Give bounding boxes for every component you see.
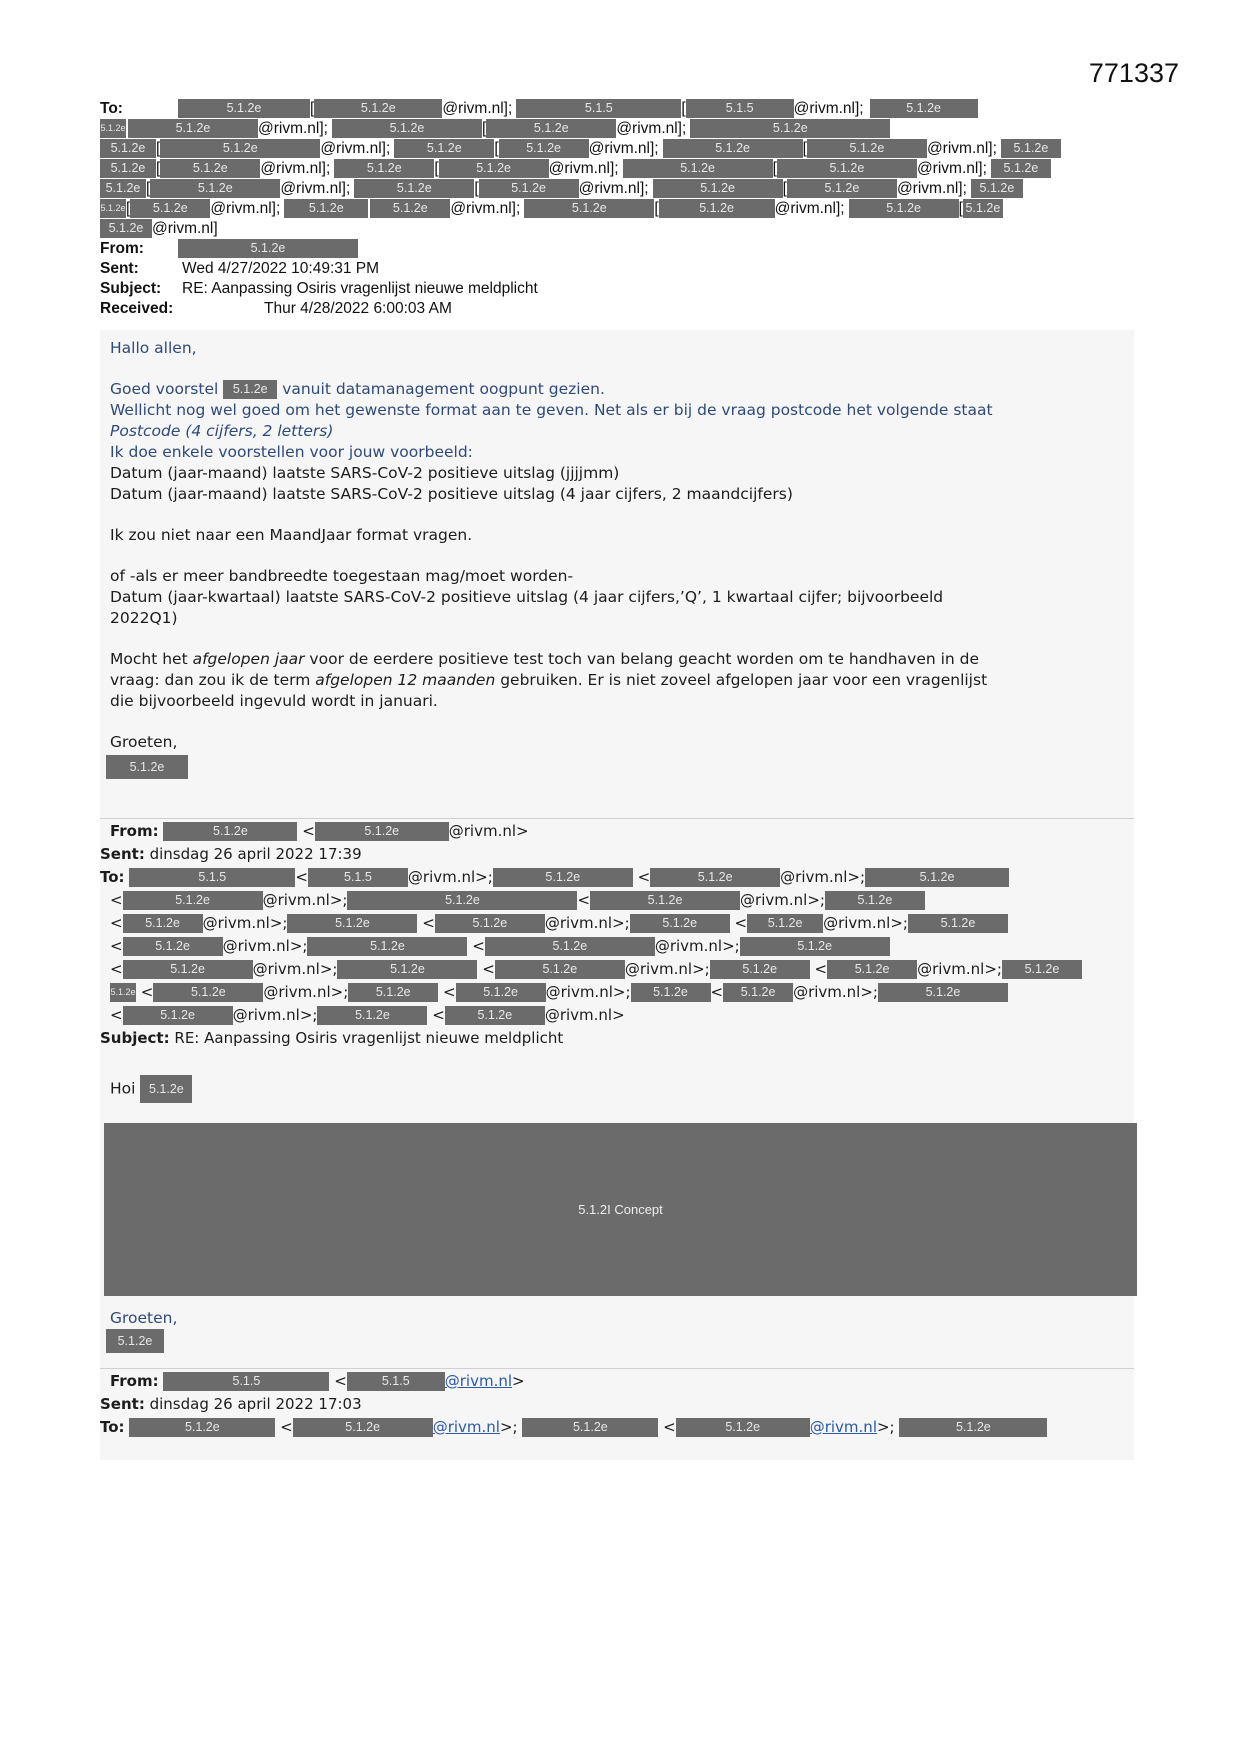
redaction: 5.1.2e — [650, 868, 780, 887]
redaction: 5.1.2e — [663, 139, 803, 158]
bracket: [ — [434, 160, 439, 177]
redacted-concept-block: 5.1.2I Concept — [104, 1123, 1137, 1296]
to-row — [100, 935, 1130, 958]
emphasis: afgelopen jaar — [192, 650, 305, 668]
email-domain: @rivm.nl]; — [260, 160, 331, 177]
bracket: [ — [772, 160, 777, 177]
bracket: [ — [802, 140, 807, 157]
subject-label: Subject: — [100, 1029, 170, 1047]
email-domain: @rivm.nl>; — [654, 937, 740, 955]
redaction: 5.1.2e — [435, 914, 545, 933]
email-link[interactable]: @rivm.nl — [444, 1372, 513, 1390]
email-domain: @rivm.nl>; — [793, 983, 878, 1001]
to-row — [100, 199, 1110, 219]
bracket: [ — [782, 180, 787, 197]
body-line: Datum (jaar-maand) laatste SARS-CoV-2 positieve uitslag (jjjjmm) — [110, 464, 620, 482]
redaction: 5.1.2e — [106, 1329, 164, 1353]
body-line — [110, 379, 1110, 400]
redaction: 5.1.2e — [807, 139, 927, 158]
redaction: 5.1.2e — [314, 99, 442, 118]
bracket: < — [814, 960, 828, 978]
redaction: 5.1.2e — [439, 159, 549, 178]
redaction: 5.1.2e — [337, 960, 477, 979]
email-domain: @rivm.nl]; — [548, 160, 619, 177]
email-domain: @rivm.nl>; — [232, 1006, 318, 1024]
redaction: 5.1.2e — [128, 119, 258, 138]
redaction: 5.1.2e — [991, 159, 1051, 178]
email-domain: @rivm.nl]; — [450, 200, 521, 217]
email-domain: @rivm.nl]; — [578, 180, 649, 197]
redaction: 5.1.2e — [456, 983, 546, 1002]
redaction: 5.1.2e — [524, 199, 654, 218]
redaction: 5.1.2e — [445, 1006, 545, 1025]
redaction: 5.1.2e — [223, 380, 277, 399]
redaction: 5.1.2e — [825, 891, 925, 910]
sent-row — [100, 259, 1110, 279]
redaction: 5.1.5 — [308, 868, 408, 887]
body-line: 2022Q1) — [110, 609, 178, 627]
bracket: < — [280, 1418, 293, 1436]
bracket: < — [110, 914, 123, 932]
redaction: 5.1.2e — [394, 139, 494, 158]
redaction: 5.1.2e — [740, 937, 890, 956]
email-domain: @rivm.nl>; — [407, 868, 493, 886]
redaction: 5.1.2e — [370, 199, 450, 218]
text: gebruiken. Er is niet zoveel afgelopen jaar voor een vragenlijst — [495, 671, 988, 689]
redaction: 5.1.5 — [347, 1372, 445, 1391]
redaction: 5.1.2e — [676, 1418, 810, 1437]
body-line — [110, 649, 1110, 670]
from-label: From: — [110, 822, 159, 840]
greeting: Hallo allen, — [110, 339, 197, 357]
bracket: < — [110, 1006, 123, 1024]
to-label: To: — [100, 100, 123, 117]
redaction: 5.1.2e — [710, 960, 810, 979]
to-row — [100, 1416, 1130, 1439]
redaction: 5.1.2e — [908, 914, 1008, 933]
from-row — [100, 239, 1110, 259]
separator — [100, 1368, 1134, 1369]
email-domain: @rivm.nl]; — [280, 180, 351, 197]
bracket: < — [302, 822, 315, 840]
email-domain: @rivm.nl>; — [222, 937, 308, 955]
redaction: 5.1.2e — [307, 937, 467, 956]
redaction: 5.1.2e — [315, 822, 449, 841]
email-domain: @rivm.nl>; — [917, 960, 1002, 978]
message-body — [110, 338, 1110, 779]
sent-value: dinsdag 26 april 2022 17:39 — [149, 845, 362, 863]
body-line: Ik zou niet naar een MaandJaar format vragen. — [110, 526, 473, 544]
to-row — [100, 958, 1130, 981]
bracket: < — [110, 937, 123, 955]
redaction: 5.1.2e — [590, 891, 740, 910]
redaction: 5.1.5 — [129, 868, 295, 887]
redaction: 5.1.2e — [1001, 139, 1061, 158]
closing: Groeten, — [110, 733, 178, 751]
text: Goed voorstel — [110, 380, 219, 398]
subject-value: RE: Aanpassing Osiris vragenlijst nieuwe meldplicht — [182, 280, 538, 297]
to-row — [100, 139, 1110, 159]
bracket: < — [110, 891, 123, 909]
bracket: [ — [681, 100, 686, 117]
email-link[interactable]: @rivm.nl — [432, 1418, 500, 1436]
redaction: 5.1.2e — [153, 983, 263, 1002]
bracket: [ — [156, 140, 161, 157]
redaction: 5.1.2e — [140, 1075, 192, 1103]
bracket: [ — [494, 140, 499, 157]
email-domain: @rivm.nl]; — [926, 140, 997, 157]
email-domain: @rivm.nl]; — [896, 180, 967, 197]
redaction: 5.1.2e — [130, 199, 210, 218]
bracket: [ — [482, 120, 487, 137]
bracket: [ — [474, 180, 479, 197]
to-row — [100, 159, 1110, 179]
bracket: > — [512, 1372, 525, 1390]
redaction: 5.1.2e — [354, 179, 474, 198]
redaction: 5.1.2e — [287, 914, 417, 933]
redaction: 5.1.2e — [827, 960, 917, 979]
redaction: 5.1.2e — [123, 914, 203, 933]
from-label: From: — [110, 1372, 159, 1390]
body-line: of -als er meer bandbreedte toegestaan mag/moet worden- — [110, 567, 574, 585]
redaction: 5.1.2e — [485, 937, 655, 956]
to-row — [100, 981, 1130, 1004]
redaction: 5.1.2e — [723, 983, 793, 1002]
redaction: 5.1.2e — [100, 179, 146, 198]
body-line: Postcode (4 cijfers, 2 letters) — [110, 422, 334, 440]
body-line: Wellicht nog wel goed om het gewenste format aan te geven. Net als er bij de vraag postcode het volgende staat — [110, 401, 993, 419]
greeting — [110, 1075, 1110, 1103]
redaction: 5.1.2e — [1002, 960, 1082, 979]
email-domain: @rivm.nl]; — [774, 200, 845, 217]
email-domain: @rivm.nl>; — [544, 914, 630, 932]
message-body — [110, 1308, 1110, 1353]
redaction: 5.1.2e — [971, 179, 1023, 198]
redaction: 5.1.2e — [347, 891, 577, 910]
bracket: < — [295, 868, 308, 886]
received-value: Thur 4/28/2022 6:00:03 AM — [264, 300, 452, 317]
email-domain: @rivm.nl]; — [588, 140, 659, 157]
email-domain: @rivm.nl] — [152, 220, 218, 237]
redaction: 5.1.2e — [123, 891, 263, 910]
bracket: < — [422, 914, 435, 932]
bracket: < — [734, 914, 748, 932]
closing: Groeten, — [110, 1309, 178, 1327]
redaction: 5.1.2e — [110, 983, 136, 1002]
email-domain: @rivm.nl]; — [442, 100, 513, 117]
bracket: < — [334, 1372, 347, 1390]
from-row — [100, 1370, 1130, 1393]
email-domain: @rivm.nl>; — [624, 960, 710, 978]
redaction: 5.1.2e — [659, 199, 775, 218]
to-row — [100, 889, 1130, 912]
bracket: < — [472, 937, 485, 955]
received-row — [100, 299, 1110, 319]
redaction: 5.1.2e — [865, 868, 1009, 887]
redaction: 5.1.2e — [899, 1418, 1047, 1437]
subject-label: Subject: — [100, 280, 162, 297]
bracket: < — [110, 960, 123, 978]
subject-row — [100, 1027, 1130, 1050]
sent-row — [100, 1393, 1130, 1416]
email-link[interactable]: @rivm.nl — [809, 1418, 877, 1436]
bracket: [ — [156, 160, 161, 177]
sent-value: Wed 4/27/2022 10:49:31 PM — [182, 260, 380, 277]
to-label: To: — [100, 868, 125, 886]
redaction: 5.1.2e — [178, 239, 358, 258]
text: Hoi — [110, 1079, 136, 1098]
redaction: 5.1.2e — [284, 199, 368, 218]
bracket: [ — [126, 200, 131, 217]
bracket: < — [637, 868, 651, 886]
email-domain: @rivm.nl]; — [616, 120, 687, 137]
redaction: 5.1.2e — [870, 99, 978, 118]
body-line: Datum (jaar-kwartaal) laatste SARS-CoV-2 positieve uitslag (4 jaar cijfers,’Q’, 1 kwartaal cijfer; bijvoorbeeld — [110, 588, 944, 606]
body-line — [110, 670, 1110, 691]
bracket: >; — [876, 1418, 895, 1436]
to-row — [100, 912, 1130, 935]
email-domain: @rivm.nl>; — [252, 960, 338, 978]
subject-row — [100, 279, 1110, 299]
redaction: 5.1.2e — [334, 159, 434, 178]
sent-row — [100, 843, 1130, 866]
message-body — [110, 1075, 1110, 1103]
redaction: 5.1.2e — [495, 960, 625, 979]
redaction: 5.1.2e — [129, 1418, 275, 1437]
redaction: 5.1.2e — [690, 119, 890, 138]
bracket: < — [140, 983, 154, 1001]
signature — [106, 1329, 1110, 1353]
text: vanuit datamanagement oogpunt gezien. — [282, 380, 605, 398]
bracket: < — [577, 891, 591, 909]
body-line: Datum (jaar-maand) laatste SARS-CoV-2 positieve uitslag (4 jaar cijfers, 2 maandcijfers) — [110, 485, 793, 503]
redaction: 5.1.2e — [787, 179, 897, 198]
bracket: >; — [499, 1418, 518, 1436]
separator — [100, 818, 1134, 819]
redaction: 5.1.2e — [100, 199, 126, 218]
redaction: 5.1.2e — [631, 983, 711, 1002]
received-label: Received: — [100, 300, 174, 317]
redaction: 5.1.2e — [499, 139, 589, 158]
redaction: 5.1.2e — [317, 1006, 427, 1025]
to-row — [100, 99, 1110, 119]
email-domain: @rivm.nl]; — [793, 100, 864, 117]
redaction: 5.1.2e — [623, 159, 773, 178]
to-row — [100, 219, 1110, 239]
sent-value: dinsdag 26 april 2022 17:03 — [149, 1395, 362, 1413]
redaction: 5.1.2e — [849, 199, 959, 218]
redaction: 5.1.2e — [178, 99, 310, 118]
email-domain: @rivm.nl> — [544, 1006, 625, 1024]
signature — [106, 755, 1110, 779]
email-domain: @rivm.nl>; — [202, 914, 288, 932]
to-label: To: — [100, 1418, 125, 1436]
email-domain: @rivm.nl>; — [545, 983, 631, 1001]
redaction: 5.1.2e — [747, 914, 823, 933]
redaction: 5.1.2e — [106, 755, 188, 779]
email-domain: @rivm.nl>; — [263, 983, 349, 1001]
to-row — [100, 119, 1110, 139]
bracket: [ — [958, 200, 963, 217]
email-domain: @rivm.nl]; — [916, 160, 987, 177]
redaction: 5.1.2e — [630, 914, 730, 933]
email-domain: @rivm.nl]; — [258, 120, 328, 137]
redaction: 5.1.2e — [348, 983, 438, 1002]
bracket: [ — [654, 200, 659, 217]
email-domain: @rivm.nl]; — [320, 140, 391, 157]
email-header — [100, 99, 1110, 319]
email-domain: @rivm.nl]; — [210, 200, 281, 217]
from-label: From: — [100, 240, 144, 257]
to-row — [100, 1004, 1130, 1027]
redaction: 5.1.5 — [686, 99, 794, 118]
bracket: < — [443, 983, 456, 1001]
redaction: 5.1.5 — [163, 1372, 329, 1391]
subject-value: RE: Aanpassing Osiris vragenlijst nieuwe meldplicht — [174, 1029, 564, 1047]
bracket: < — [710, 983, 724, 1001]
redaction: 5.1.2e — [100, 139, 156, 158]
redaction: 5.1.2e — [486, 119, 616, 138]
forward-header — [100, 1370, 1130, 1439]
redaction: 5.1.2e — [160, 159, 260, 178]
bracket: [ — [310, 100, 315, 117]
redaction: 5.1.2e — [123, 937, 223, 956]
redaction: 5.1.2e — [100, 219, 152, 238]
redaction: 5.1.2e — [150, 179, 280, 198]
redaction: 5.1.5 — [516, 99, 681, 118]
redaction: 5.1.2e — [653, 179, 783, 198]
body-line: Ik doe enkele voorstellen voor jouw voorbeeld: — [110, 443, 473, 461]
redaction: 5.1.2e — [493, 868, 633, 887]
email-domain: @rivm.nl>; — [823, 914, 908, 932]
redaction: 5.1.2e — [293, 1418, 433, 1437]
email-domain: @rivm.nl>; — [780, 868, 866, 886]
forward-header — [100, 820, 1130, 1050]
email-domain: @rivm.nl>; — [262, 891, 348, 909]
email-domain: @rivm.nl>; — [740, 891, 825, 909]
text: voor de eerdere positieve test toch van belang geacht worden om te handhaven in de — [304, 650, 980, 668]
from-row — [100, 820, 1130, 843]
to-row — [100, 179, 1110, 199]
redaction: 5.1.2e — [522, 1418, 658, 1437]
redaction: 5.1.2e — [479, 179, 579, 198]
bracket: < — [432, 1006, 445, 1024]
text: vraag: dan zou ik de term — [110, 671, 316, 689]
sent-label: Sent: — [100, 845, 145, 863]
redaction: 5.1.2e — [878, 983, 1008, 1002]
bracket: < — [482, 960, 495, 978]
text: Mocht het — [110, 650, 193, 668]
redaction: 5.1.2e — [123, 960, 253, 979]
sent-label: Sent: — [100, 1395, 145, 1413]
redaction: 5.1.2e — [163, 822, 297, 841]
redaction: 5.1.2e — [100, 119, 126, 138]
redaction: 5.1.2e — [123, 1006, 233, 1025]
redaction: 5.1.2e — [160, 139, 320, 158]
page-number: 771337 — [1088, 58, 1179, 88]
sent-label: Sent: — [100, 260, 139, 277]
redaction: 5.1.2e — [100, 159, 156, 178]
redaction: 5.1.2e — [777, 159, 917, 178]
emphasis: afgelopen 12 maanden — [315, 671, 496, 689]
body-line: die bijvoorbeeld ingevuld wordt in januari. — [110, 692, 438, 710]
bracket: [ — [146, 180, 151, 197]
email-domain: @rivm.nl> — [448, 822, 529, 840]
bracket: < — [663, 1418, 676, 1436]
redaction: 5.1.2e — [963, 199, 1003, 218]
to-row — [100, 866, 1130, 889]
redaction: 5.1.2e — [332, 119, 482, 138]
